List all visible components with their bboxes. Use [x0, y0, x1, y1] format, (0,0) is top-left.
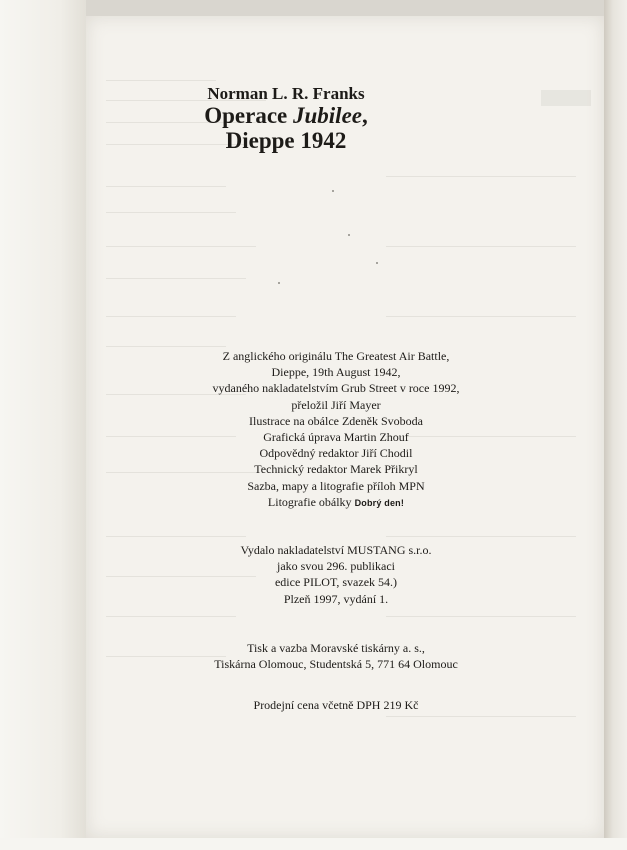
colophon-line: jako svou 296. publikaci	[277, 559, 395, 574]
colophon-line: vydaného nakladatelstvím Grub Street v roce 1992,	[212, 381, 460, 396]
colophon-line: Grafická úprava Martin Zhouf	[263, 430, 409, 445]
colophon-line: Sazba, mapy a litografie příloh MPN	[247, 478, 425, 493]
book-title	[86, 103, 486, 129]
colophon-price: Prodejní cena včetně DPH 219 Kč	[253, 698, 419, 712]
book-gutter	[0, 0, 86, 850]
colophon-credits	[186, 348, 486, 511]
page-edge-bottom	[0, 838, 627, 850]
colophon-line: Vydalo nakladatelství MUSTANG s.r.o.	[240, 543, 432, 557]
colophon-line: Technický redaktor Marek Přikryl	[254, 462, 418, 477]
litho-studio-name: Dobrý den!	[354, 497, 405, 508]
litho-label: Litografie obálky	[267, 494, 355, 509]
colophon-line: edice PILOT, svazek 54.)	[274, 575, 398, 590]
colophon-line: Tiskárna Olomouc, Studentská 5, 771 64 Olomouc	[214, 657, 458, 672]
author-name: Norman L. R. Franks	[207, 84, 365, 103]
colophon-litho-line	[186, 494, 486, 511]
page-edge-right	[604, 0, 627, 850]
colophon-line: Plzeň 1997, vydání 1.	[283, 591, 389, 606]
colophon-line: Odpovědný redaktor Jiří Chodil	[259, 446, 413, 461]
colophon-line: Z anglického originálu The Greatest Air Battle,	[222, 349, 450, 363]
colophon-printer	[186, 640, 486, 672]
colophon-line: Dieppe, 19th August 1942,	[271, 365, 401, 380]
colophon-publisher	[186, 542, 486, 607]
colophon-line: Ilustrace na obálce Zdeněk Svoboda	[249, 413, 423, 428]
title-italic: Jubilee	[293, 103, 362, 128]
title-suffix: ,	[362, 103, 368, 128]
title-prefix: Operace	[204, 103, 293, 128]
colophon-line: přeložil Jiří Mayer	[291, 397, 381, 412]
book-subtitle: Dieppe 1942	[225, 128, 347, 153]
colophon-line: Tisk a vazba Moravské tiskárny a. s.,	[247, 641, 425, 655]
